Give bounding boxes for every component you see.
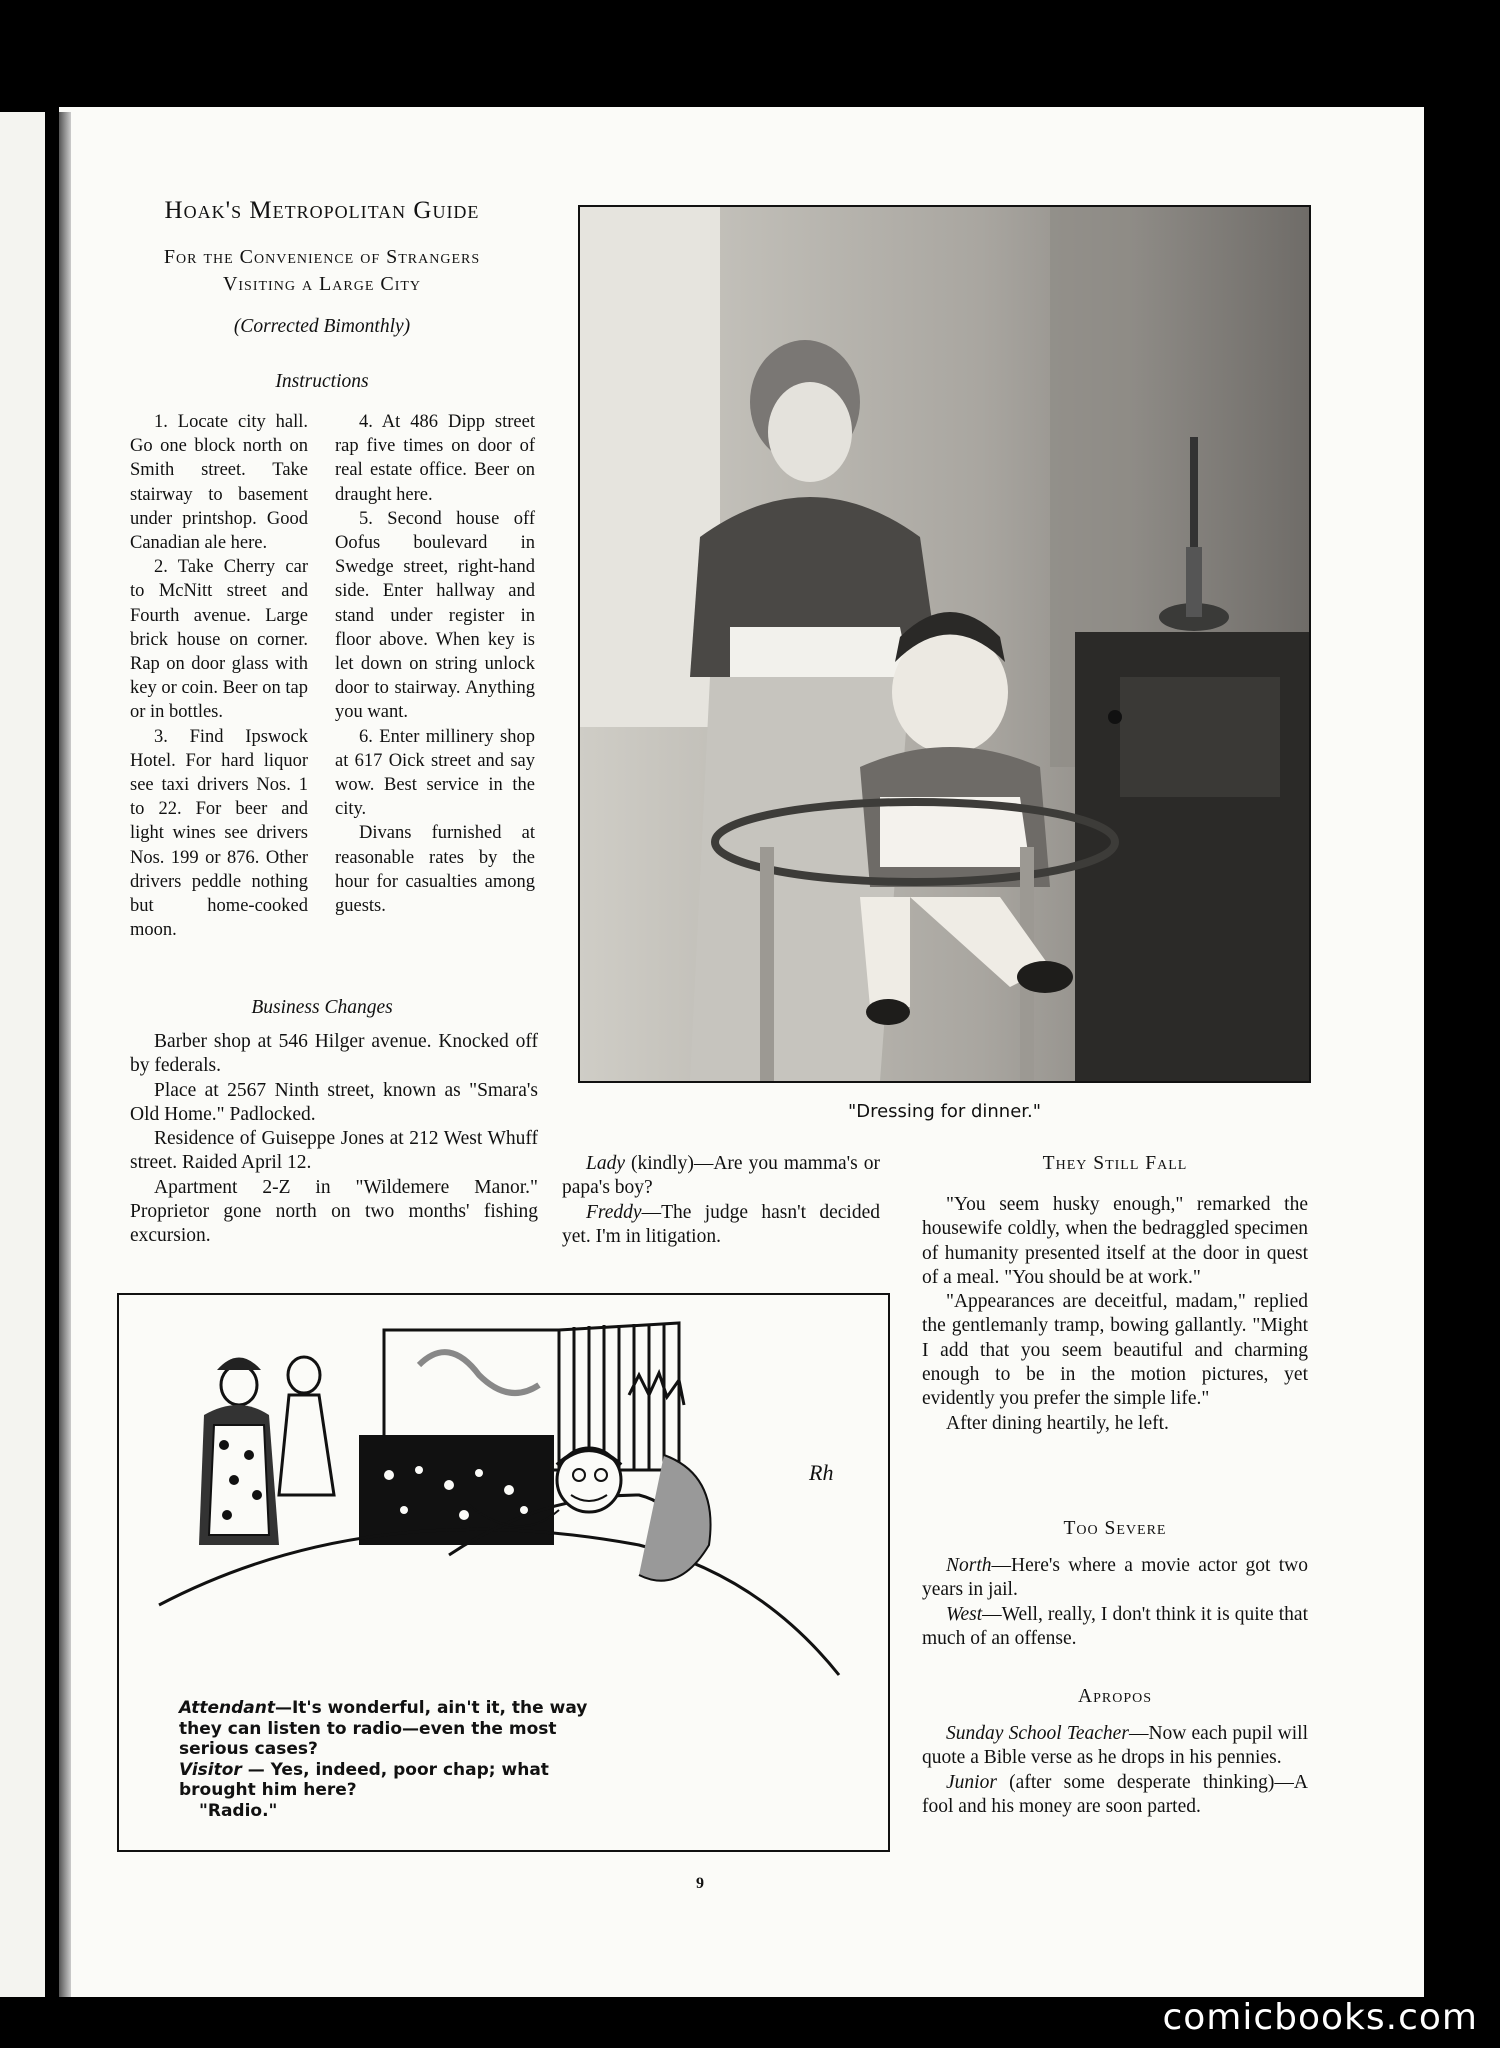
teacher-line (922, 1722, 1308, 1771)
lady-text: (kindly)—Are you mamma's or papa's boy? (562, 1153, 880, 1199)
business-item: Place at 2567 Ninth street, known as "Smara's Old Home." Padlocked. (130, 1079, 538, 1125)
teacher-text: —Now each pupil will quote a Bible verse as he drops in his pennies. (922, 1723, 1308, 1769)
west-line (922, 1603, 1308, 1652)
story-paragraph: After dining heartily, he left. (946, 1412, 1169, 1434)
freddy-text: —The judge hasn't decided yet. I'm in litigation. (562, 1201, 880, 1247)
guide-title: Hoak's Metropolitan Guide (164, 197, 480, 224)
instruction-2: 2. Take Cherry car to McNitt street and Fourth avenue. Large brick house on corner. Rap on door glass with key or coin. Beer on tap or in bottles. (130, 557, 308, 723)
instructions-heading: Instructions (275, 371, 369, 392)
speaker-teacher: Sunday School Teacher (946, 1723, 1129, 1744)
north-line (922, 1554, 1308, 1603)
previous-page-edge (0, 112, 45, 1997)
still-fall-story (922, 1193, 1308, 1436)
instruction-4: 4. At 486 Dipp street rap five times on door of real estate office. Beer on draught here. (335, 412, 535, 505)
story-paragraph: "Appearances are deceitful, madam," replied the gentlemanly tramp, bowing gallantly. "Might I add that you seem beautiful and charming enough to be in the motion pictures, yet evidently you prefer the simple life." (922, 1291, 1308, 1410)
business-item: Apartment 2-Z in "Wildemere Manor." Proprietor gone north on two months' fishing excursion. (130, 1176, 538, 1247)
visitor-text: — Yes, indeed, poor chap; what brought him here? (179, 1759, 549, 1800)
junior-text: (after some desperate thinking)—A fool and his money are soon parted. (922, 1771, 1308, 1817)
speaker-visitor: Visitor (179, 1759, 242, 1780)
cartoon-caption (179, 1698, 599, 1821)
story-paragraph: "You seem husky enough," remarked the housewife coldly, when the bedraggled specimen of humanity presented itself at the door in quest of a meal. "You should be at work." (922, 1194, 1308, 1288)
instruction-3: 3. Find Ipswock Hotel. For hard liquor see taxi drivers Nos. 1 to 22. For beer and light wines see drivers Nos. 199 or 876. Other drivers peddle nothing but home-cooked moon. (130, 726, 308, 941)
apropos-joke (922, 1722, 1308, 1819)
attendant-line (179, 1698, 599, 1760)
instruction-6: 6. Enter millinery shop at 617 Oick street and say wow. Best service in the city. (335, 726, 535, 820)
still-fall-heading: They Still Fall (1042, 1153, 1188, 1174)
radio-answer: "Radio." (199, 1800, 278, 1821)
instructions-right-column (335, 410, 535, 918)
too-severe-joke (922, 1554, 1308, 1651)
too-severe-heading: Too Severe (1063, 1518, 1167, 1539)
guide-subtitle-2: Visiting a Large City (222, 273, 422, 295)
lady-line (562, 1152, 880, 1201)
instruction-5: 5. Second house off Oofus boulevard in Swedge street, right-hand side. Enter hallway and stand under register in floor above. When key is let down on string unlock door to stairway. Anything you want. (335, 508, 535, 723)
instructions-left-column (130, 410, 308, 942)
instruction-divans: Divans furnished at reasonable rates by the hour for casualties among guests. (335, 823, 535, 917)
freddy-line (562, 1201, 880, 1250)
mother-child-drawing (580, 207, 1309, 1081)
business-heading: Business Changes (251, 997, 393, 1018)
guide-note: (Corrected Bimonthly) (233, 316, 411, 337)
business-changes (130, 1030, 538, 1249)
visitor-line (179, 1760, 599, 1801)
speaker-north: North (946, 1555, 992, 1576)
north-text: —Here's where a movie actor got two years in jail. (922, 1555, 1308, 1601)
attendant-text: —It's wonderful, ain't it, the way they can listen to radio—even the most serious cases? (179, 1698, 588, 1759)
speaker-west: West (946, 1603, 983, 1625)
dressing-for-dinner-illustration (578, 205, 1311, 1083)
speaker-lady: Lady (586, 1153, 625, 1174)
radio-cartoon-panel (117, 1293, 890, 1852)
illustration-caption: "Dressing for dinner." (847, 1101, 1042, 1122)
junior-line (922, 1771, 1308, 1820)
lady-freddy-joke (562, 1152, 880, 1249)
speaker-attendant: Attendant (179, 1698, 275, 1718)
speaker-junior: Junior (946, 1771, 997, 1793)
watermark: comicbooks.com (1162, 1997, 1478, 2038)
speaker-freddy: Freddy (586, 1201, 642, 1223)
artist-signature: Rh (809, 1460, 834, 1485)
business-item: Barber shop at 546 Hilger avenue. Knocked off by federals. (130, 1031, 538, 1077)
instruction-1: 1. Locate city hall. Go one block north on Smith street. Take stairway to basement under printshop. Good Canadian ale here. (130, 412, 308, 554)
business-item: Residence of Guiseppe Jones at 212 West Whuff street. Raided April 12. (130, 1128, 538, 1174)
page-number: 9 (696, 1875, 704, 1892)
page-spine-shadow (59, 112, 71, 1997)
guide-subtitle-1: For the Convenience of Strangers (163, 246, 481, 268)
apropos-heading: Apropos (1078, 1686, 1152, 1707)
west-text: —Well, really, I don't think it is quite that much of an offense. (922, 1603, 1308, 1649)
